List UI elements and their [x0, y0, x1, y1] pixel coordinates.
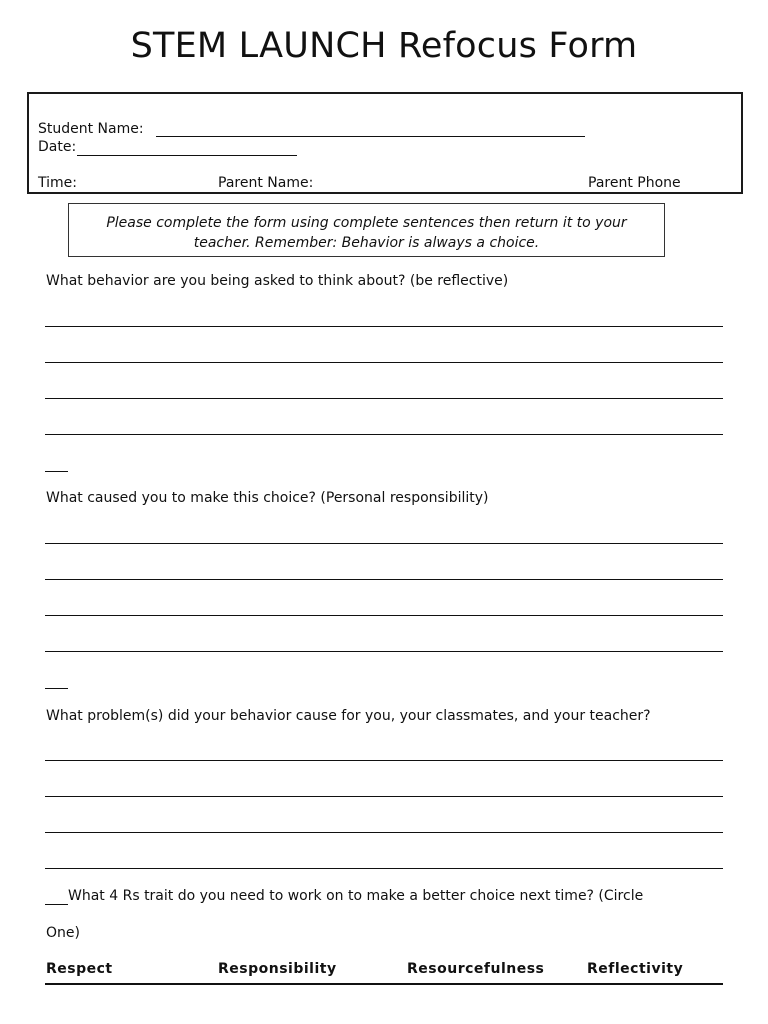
- answer-line-stub[interactable]: [45, 471, 68, 472]
- parent-name-label: Parent Name:: [218, 175, 314, 191]
- answer-line[interactable]: [45, 868, 723, 869]
- answer-line[interactable]: [45, 362, 723, 363]
- time-label: Time:: [38, 175, 77, 191]
- answer-line[interactable]: [45, 615, 723, 616]
- answer-line[interactable]: [45, 398, 723, 399]
- instructions-line-1: Please complete the form using complete sentences then return it to your: [106, 215, 627, 231]
- page-title: STEM LAUNCH Refocus Form: [130, 26, 638, 66]
- date-field[interactable]: [77, 155, 297, 156]
- trait-reflectivity[interactable]: Reflectivity: [587, 961, 684, 977]
- question-2: What caused you to make this choice? (Personal responsibility): [46, 490, 489, 506]
- question-1: What behavior are you being asked to think about? (be reflective): [46, 273, 509, 289]
- trait-answer-stub[interactable]: [45, 904, 68, 905]
- answer-line-stub[interactable]: [45, 688, 68, 689]
- instructions-line-2: teacher. Remember: Behavior is always a choice.: [193, 235, 540, 251]
- answer-line[interactable]: [45, 326, 723, 327]
- answer-line[interactable]: [45, 543, 723, 544]
- trait-responsibility[interactable]: Responsibility: [218, 961, 337, 977]
- answer-line[interactable]: [45, 651, 723, 652]
- trait-question-line-2: One): [46, 925, 80, 941]
- date-label: Date:: [38, 139, 77, 155]
- student-name-label: Student Name:: [38, 121, 144, 137]
- answer-line[interactable]: [45, 796, 723, 797]
- question-3: What problem(s) did your behavior cause for you, your classmates, and your teacher?: [46, 708, 651, 724]
- instructions-note: [68, 203, 665, 257]
- parent-phone-label: Parent Phone: [588, 175, 681, 191]
- student-name-field[interactable]: [156, 136, 585, 137]
- trait-respect[interactable]: Respect: [46, 961, 113, 977]
- answer-line[interactable]: [45, 434, 723, 435]
- answer-line[interactable]: [45, 760, 723, 761]
- answer-line[interactable]: [45, 832, 723, 833]
- trait-question-line-1: What 4 Rs trait do you need to work on to make a better choice next time? (Circle: [68, 888, 644, 904]
- answer-line[interactable]: [45, 579, 723, 580]
- traits-underline: [45, 983, 723, 985]
- trait-resourcefulness[interactable]: Resourcefulness: [407, 961, 545, 977]
